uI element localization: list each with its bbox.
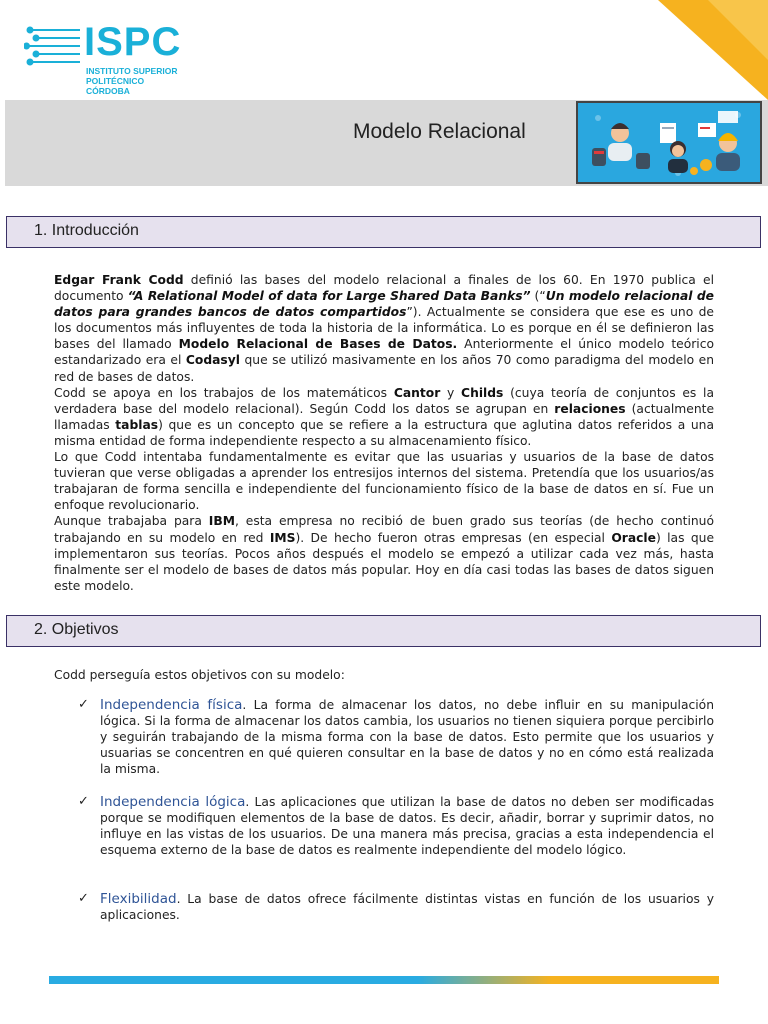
objective-item [78, 891, 714, 923]
section-title: 2. Objetivos [34, 621, 119, 638]
intro-body [54, 272, 714, 594]
text-run: (“ [530, 289, 546, 304]
objective-title: Independencia lógica [100, 794, 246, 810]
logo-subtitle: INSTITUTO SUPERIOR POLITÉCNICO CÓRDOBA [86, 66, 178, 96]
text-run: , esta empresa no recibió de buen grado sus teorías (de hecho continuó trabajando en su modelo en red [54, 514, 714, 545]
corner-accent-light [708, 0, 768, 60]
text-run: ) las que implementaron sus teorías. Pocos años después el modelo se empezó a utilizar cada vez más, hasta finalmente ser el modelo de bases de datos más popular. Hoy en día casi todas las bases de datos siguen este modelo. [54, 530, 715, 593]
intro-paragraph-3 [54, 449, 714, 513]
text-run: definió las bases del modelo relacional a finales de los 60. En 1970 publica el documento [54, 273, 715, 304]
database-illustration [576, 101, 762, 184]
text-run: IBM [208, 514, 235, 529]
text-run: Anteriormente el único modelo teórico estandarizado era el [54, 337, 714, 368]
text-run: tablas [115, 417, 159, 432]
objective-text: . La base de datos ofrece fácilmente distintas vistas en función de los usuarios y aplicaciones. [100, 892, 714, 923]
section-header-objetivos [6, 615, 761, 647]
text-run: (cuya teoría de conjuntos es la verdadera base del modelo relacional). Según Codd los datos se agrupan en [54, 385, 714, 416]
text-run: y [440, 385, 462, 400]
objective-item [78, 697, 714, 777]
logo-wordmark: ISPC [84, 20, 182, 64]
text-run: Oracle [611, 530, 656, 545]
footer-divider [49, 976, 719, 984]
objective-text: . La forma de almacenar los datos, no debe influir en su manipulación lógica. Si la forma de almacenar los datos cambia, los usuarios no tienen siquiera porque percibirlo y seguirán trabajando de la misma forma con la base de datos. Esto permite que los usuarios y usuarias se concentren en qué quieren consultar en la base de datos y no en cómo está realizada la misma. [100, 698, 714, 777]
checkmark-icon: ✓ [78, 794, 89, 809]
text-run: Childs [461, 385, 504, 400]
ispc-logo [24, 18, 184, 96]
objective-title: Flexibilidad [100, 891, 177, 907]
text-run: Un modelo relacional de datos para grandes bancos de datos compartidos [54, 289, 714, 320]
text-run: Aunque trabajaba para [54, 514, 209, 529]
text-run: que se utilizó masivamente en los años 70 como paradigma del modelo en red de bases de datos. [54, 353, 714, 384]
text-run: ”). Actualmente se considera que ese es uno de los documentos más influyentes de toda la historia de la informática. Lo es porque en él se definieron las bases del llamado [54, 305, 714, 352]
objective-title: Independencia física [100, 697, 243, 713]
section-header-introduccion [6, 216, 761, 248]
text-run: Codd se apoya en los trabajos de los matemáticos [54, 385, 394, 400]
objective-item [78, 794, 714, 858]
text-run: IMS [269, 530, 296, 545]
text-run: Modelo Relacional de Bases de Datos. [178, 337, 458, 352]
text-run: Lo que Codd intentaba fundamentalmente es evitar que las usuarias y usuarios de la base de datos tuvieran que verse obligadas a aprender los entresijos internos del sistema. Pretendía que los usuarios/as trabajaran de forma sencilla e independiente del funcionamiento físico de la base de datos en sí. Fue un enfoque revolucionario. [54, 450, 714, 513]
text-run: (actualmente llamadas [54, 401, 715, 432]
text-run: relaciones [554, 401, 626, 416]
checkmark-icon: ✓ [78, 697, 89, 712]
text-run: ) que es un concepto que se refiere a la estructura que aglutina datos referidos a una misma entidad de forma independiente respecto a su almacenamiento físico. [54, 417, 714, 448]
intro-paragraph-1 [54, 272, 714, 385]
text-run: Codasyl [185, 353, 240, 368]
objective-text: . Las aplicaciones que utilizan la base de datos no deben ser modificadas porque se modifiquen elementos de la base de datos. Es decir, añadir, borrar y suprimir datos, no influye en las vistas de los usuarios. De una manera más precisa, gracias a esta independencia el esquema externo de la base de datos es realmente independiente del modelo lógico. [100, 795, 714, 858]
page-title: Modelo Relacional [353, 120, 526, 143]
circuit-icon [24, 22, 84, 72]
section-title: 1. Introducción [34, 222, 139, 239]
text-run: Edgar Frank Codd [54, 273, 184, 287]
intro-paragraph-4 [54, 513, 714, 593]
objectives-intro: Codd perseguía estos objetivos con su modelo: [54, 668, 345, 682]
intro-paragraph-2 [54, 385, 714, 449]
text-run: ). De hecho fueron otras empresas (en especial [295, 530, 612, 545]
text-run: “A Relational Model of data for Large Shared Data Banks” [127, 289, 531, 304]
database-people-icon [578, 103, 760, 182]
text-run: Cantor [393, 385, 441, 400]
checkmark-icon: ✓ [78, 891, 89, 906]
